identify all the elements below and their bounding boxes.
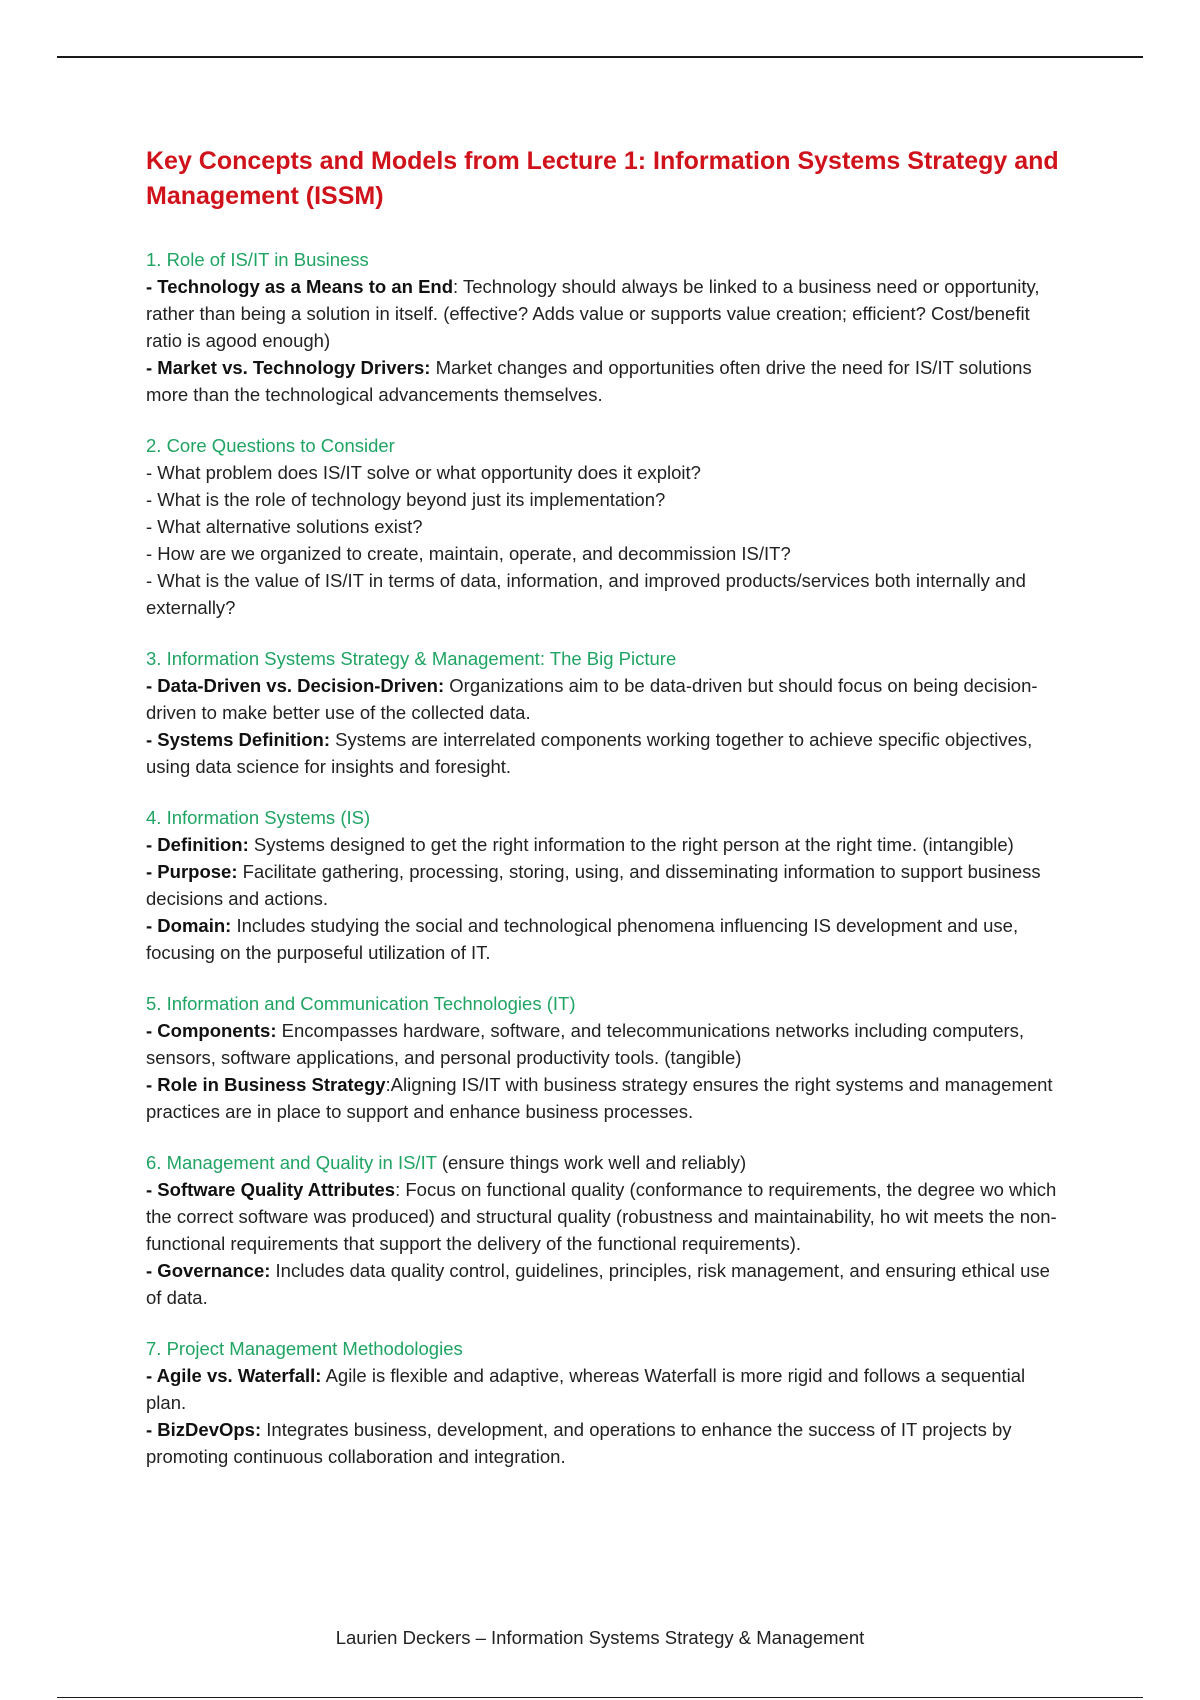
item-text: Systems designed to get the right information to the right person at the right time. (intangible)	[248, 834, 1014, 855]
item-text: Systems are interrelated components working together to achieve specific objectives, using data science for insights and foresight.	[146, 729, 1033, 777]
section-heading: 2. Core Questions to Consider	[146, 435, 395, 456]
item-term: - Data-Driven vs. Decision-Driven:	[146, 675, 445, 696]
item-term: - Definition:	[146, 834, 249, 855]
list-item	[146, 1257, 1066, 1311]
item-term: - Governance:	[146, 1260, 271, 1281]
document-body	[146, 144, 1066, 1494]
header-rule	[57, 56, 1143, 58]
item-text: Facilitate gathering, processing, storing, using, and disseminating information to support business decisions and actions.	[146, 861, 1041, 909]
list-item: - How are we organized to create, maintain, operate, and decommission IS/IT?	[146, 543, 791, 564]
item-term: - Role in Business Strategy	[146, 1074, 386, 1095]
section-heading: 1. Role of IS/IT in Business	[146, 249, 369, 270]
item-text: : Technology should always be linked to a business need or opportunity, rather than being a solution in itself. (effective? Adds value or supports value creation; efficient? Cost/benefit ratio is agood enough)	[146, 276, 1040, 351]
item-text: Market changes and opportunities often drive the need for IS/IT solutions more than the technological advancements themselves.	[146, 357, 1032, 405]
item-term: - Components:	[146, 1020, 277, 1041]
item-text: Integrates business, development, and operations to enhance the success of IT projects by promoting continuous collaboration and integration.	[146, 1419, 1012, 1467]
section-ict	[146, 990, 1066, 1125]
list-item	[146, 858, 1066, 912]
section-management-quality	[146, 1149, 1066, 1311]
list-item	[146, 726, 1066, 780]
item-term: - BizDevOps:	[146, 1419, 262, 1440]
item-term: - Domain:	[146, 915, 232, 936]
section-big-picture	[146, 645, 1066, 780]
section-role-of-is-it	[146, 246, 1066, 408]
item-term: - Market vs. Technology Drivers:	[146, 357, 431, 378]
item-text: Agile is flexible and adaptive, whereas Waterfall is more rigid and follows a sequential plan.	[146, 1365, 1026, 1413]
item-term: - Agile vs. Waterfall:	[146, 1365, 322, 1386]
section-heading-text: 6. Management and Quality in IS/IT	[146, 1152, 437, 1173]
section-heading: 4. Information Systems (IS)	[146, 807, 371, 828]
list-item: - What is the value of IS/IT in terms of data, information, and improved products/services both internally and externally?	[146, 570, 1026, 618]
section-heading-note: (ensure things work well and reliably)	[436, 1152, 747, 1173]
list-item	[146, 672, 1066, 726]
list-item: - What is the role of technology beyond just its implementation?	[146, 489, 666, 510]
list-item	[146, 1017, 1066, 1071]
list-item	[146, 1416, 1066, 1470]
document-title: Key Concepts and Models from Lecture 1: Information Systems Strategy and Management (ISSM)	[146, 147, 1059, 210]
list-item	[146, 1362, 1066, 1416]
item-term: - Systems Definition:	[146, 729, 330, 750]
item-term: - Software Quality Attributes	[146, 1179, 396, 1200]
section-information-systems	[146, 804, 1066, 966]
list-item	[146, 912, 1066, 966]
item-text: Encompasses hardware, software, and telecommunications networks including computers, sensors, software applications, and personal productivity tools. (tangible)	[146, 1020, 1025, 1068]
page-footer: Laurien Deckers – Information Systems Strategy & Management	[335, 1627, 865, 1648]
list-item	[146, 1176, 1066, 1257]
list-item	[146, 273, 1066, 354]
item-text: :Aligning IS/IT with business strategy ensures the right systems and management practices are in place to support and enhance business processes.	[146, 1074, 1053, 1122]
item-text: Includes studying the social and technological phenomena influencing IS development and use, focusing on the purposeful utilization of IT.	[146, 915, 1019, 963]
list-item	[146, 354, 1066, 408]
list-item	[146, 1071, 1066, 1125]
item-text: Includes data quality control, guidelines, principles, risk management, and ensuring ethical use of data.	[146, 1260, 1050, 1308]
item-term: - Purpose:	[146, 861, 238, 882]
section-heading	[146, 1149, 1066, 1176]
section-heading: 7. Project Management Methodologies	[146, 1338, 463, 1359]
list-item: - What alternative solutions exist?	[146, 516, 423, 537]
section-core-questions	[146, 432, 1066, 621]
section-project-management	[146, 1335, 1066, 1470]
list-item: - What problem does IS/IT solve or what opportunity does it exploit?	[146, 462, 701, 483]
section-heading: 5. Information and Communication Technologies (IT)	[146, 993, 576, 1014]
item-term: - Technology as a Means to an End	[146, 276, 454, 297]
list-item	[146, 831, 1066, 858]
item-text: Organizations aim to be data-driven but should focus on being decision-driven to make better use of the collected data.	[146, 675, 1038, 723]
section-heading: 3. Information Systems Strategy & Management: The Big Picture	[146, 648, 677, 669]
item-text: : Focus on functional quality (conformance to requirements, the degree wo which the correct software was produced) and structural quality (robustness and maintainability, ho wit meets the non-functional requirements that support the delivery of the functional requirements).	[146, 1179, 1057, 1254]
footer-rule	[57, 1697, 1143, 1698]
